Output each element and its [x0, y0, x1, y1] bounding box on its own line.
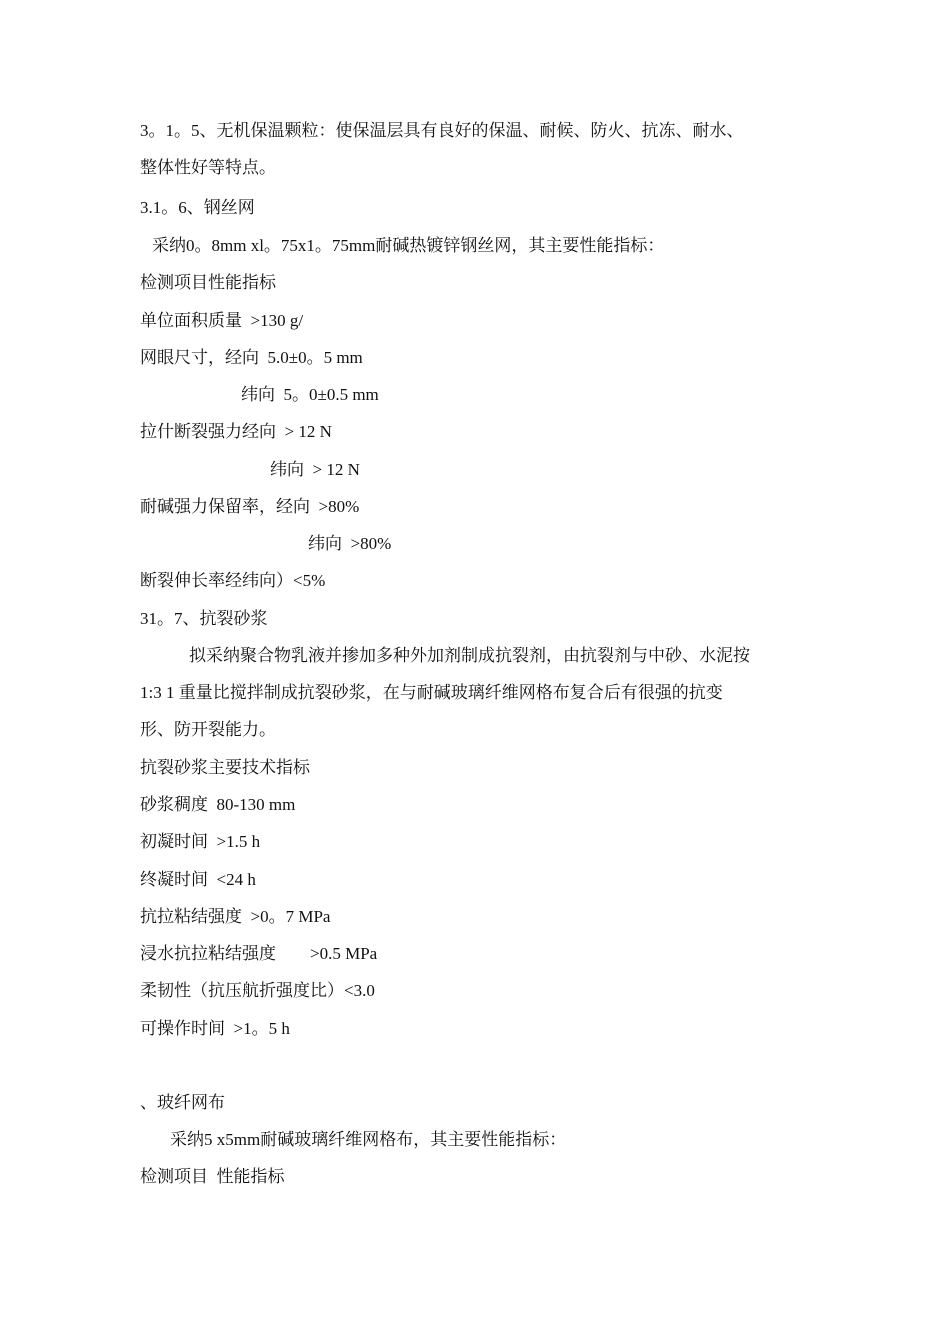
text-line: 形、防开裂能力。	[140, 720, 276, 739]
text-line: 拉什断裂强力经向 > 12 N	[140, 422, 332, 441]
text-line: 抗拉粘结强度 >0。7 MPa	[140, 907, 331, 926]
text-line: 拟采纳聚合物乳液并掺加多种外加剂制成抗裂剂，由抗裂剂与中砂、水泥按	[189, 646, 750, 665]
text-line: 采纳0。8mm xl。75x1。75mm耐碱热镀锌钢丝网，其主要性能指标：	[152, 236, 665, 255]
text-line: 浸水抗拉粘结强度 >0.5 MPa	[140, 944, 378, 963]
section-heading: 、玻纤网布	[140, 1093, 225, 1112]
text-line: 终凝时间 <24 h	[140, 870, 256, 889]
text-line: 柔韧性（抗压航折强度比）<3.0	[140, 981, 375, 1000]
text-line: 抗裂砂浆主要技术指标	[140, 758, 310, 777]
text-line: 3。1。5、无机保温颗粒：使保温层具有良好的保温、耐候、防火、抗冻、耐水、	[140, 121, 744, 140]
text-line: 3.1。6、钢丝网	[140, 198, 255, 217]
text-line: 可操作时间 >1。5 h	[140, 1019, 290, 1038]
text-line: 初凝时间 >1.5 h	[140, 832, 261, 851]
text-line: 检测项目 性能指标	[140, 1167, 285, 1186]
text-line: 整体性好等特点。	[140, 158, 276, 177]
text-line: 单位面积质量 >130 g/	[140, 311, 304, 330]
text-line: 网眼尺寸，经向 5.0±0。5 mm	[140, 348, 363, 367]
text-line: 纬向 >80%	[308, 534, 392, 553]
text-line: 纬向 5。0±0.5 mm	[241, 385, 379, 404]
text-line: 断裂伸长率经纬向）<5%	[140, 571, 326, 590]
text-line: 31。7、抗裂砂浆	[140, 609, 268, 628]
text-line: 纬向 > 12 N	[270, 460, 360, 479]
text-line: 采纳5 x5mm耐碱玻璃纤维网格布，其主要性能指标：	[170, 1130, 567, 1149]
text-line: 1:3 1 重量比搅拌制成抗裂砂浆，在与耐碱玻璃纤维网格布复合后有很强的抗变	[140, 683, 723, 702]
text-line: 耐碱强力保留率，经向 >80%	[140, 497, 360, 516]
text-line: 检测项目性能指标	[140, 273, 276, 292]
text-line: 砂浆稠度 80-130 mm	[140, 795, 296, 814]
